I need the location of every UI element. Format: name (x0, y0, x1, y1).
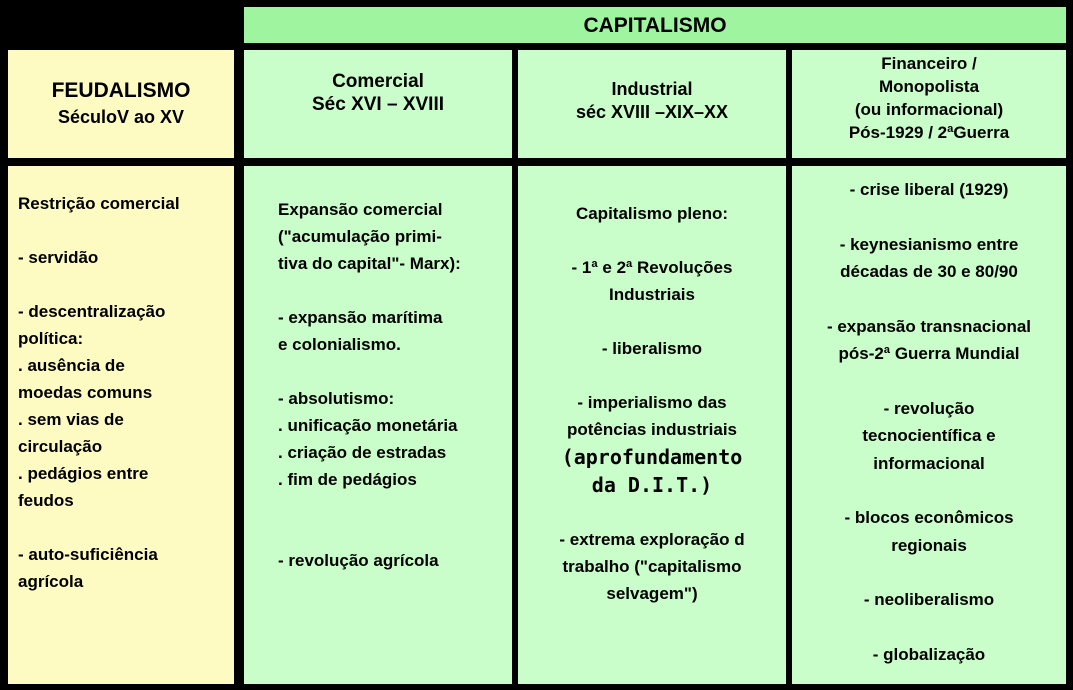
header-feudalismo-line: SéculoV ao XV (57, 107, 185, 127)
column-financeiro (792, 166, 1066, 684)
feudalismo-line: . pedágios entre (18, 464, 149, 483)
feudalismo-line: . ausência de (18, 356, 125, 375)
comercial-line: . unificação monetária (278, 416, 458, 435)
header-comercial-line: Comercial (332, 71, 424, 92)
comercial-line: Expansão comercial (278, 200, 443, 219)
financeiro-line: - globalização (872, 644, 986, 664)
financeiro-line: pós-2ª Guerra Mundial (838, 344, 1020, 363)
feudalismo-line: . sem vias de (18, 410, 124, 429)
header-feudalismo (8, 50, 234, 158)
industrial-line (518, 227, 786, 254)
corner-blank (0, 0, 238, 44)
financeiro-line: - crise liberal (1929) (849, 180, 1009, 199)
feudalismo-line: - servidão (18, 248, 99, 267)
comercial-line: . criação de estradas (278, 443, 447, 462)
comercial-line (278, 520, 512, 547)
header-financeiro-line: Pós-1929 / 2ªGuerra (848, 123, 1010, 142)
industrial-line: Industriais (609, 285, 695, 304)
feudalismo-line (18, 217, 234, 244)
industrial-line (518, 499, 786, 526)
comercial-line: - absolutismo: (278, 389, 395, 408)
feudalismo-line (18, 514, 234, 541)
comercial-line (278, 277, 512, 304)
financeiro-line: - expansão transnacional (826, 316, 1032, 336)
comercial-line: - revolução agrícola (278, 551, 439, 570)
header-industrial-line: Industrial (611, 79, 693, 99)
industrial-line: trabalho ("capitalismo (562, 557, 742, 576)
comercial-line (278, 358, 512, 385)
banner-title: CAPITALISMO (583, 14, 727, 37)
industrial-line: potências industriais (566, 420, 738, 439)
financeiro-line: regionais (891, 535, 967, 555)
industrial-line: - liberalismo (601, 339, 703, 358)
header-financeiro (792, 50, 1066, 158)
header-financeiro-line: Financeiro / (881, 54, 977, 73)
column-industrial (518, 166, 786, 684)
header-comercial (244, 50, 512, 158)
industrial-line: - 1ª e 2ª Revoluções (571, 258, 733, 277)
financeiro-line (792, 614, 1066, 641)
column-comercial (244, 166, 512, 684)
financeiro-line: - keynesianismo entre (839, 234, 1019, 254)
financeiro-line: décadas de 30 e 80/90 (840, 262, 1018, 281)
industrial-line (518, 308, 786, 335)
feudalismo-line (18, 271, 234, 298)
comercial-line: e colonialismo. (278, 335, 401, 354)
feudalismo-line: feudos (18, 491, 74, 510)
feudalismo-line: circulação (18, 437, 103, 456)
header-industrial-line: séc XVIII –XIX–XX (575, 102, 729, 122)
feudalismo-line: agrícola (18, 572, 84, 591)
feudalismo-line: moedas comuns (18, 383, 153, 402)
feudalismo-line: - auto-suficiência (18, 545, 158, 564)
financeiro-line (792, 477, 1066, 504)
industrial-line: - extrema exploração d (559, 530, 745, 549)
header-financeiro-line: (ou informacional) (854, 100, 1004, 119)
industrial-line (518, 362, 786, 389)
financeiro-line (792, 286, 1066, 313)
financeiro-line (792, 559, 1066, 586)
industrial-emphasis-line: (aprofundamento (561, 445, 743, 469)
feudalismo-line: - descentralização (18, 302, 166, 321)
financeiro-line (792, 368, 1066, 395)
industrial-line: Capitalismo pleno: (575, 204, 729, 223)
financeiro-line: - neoliberalismo (863, 590, 995, 609)
column-feudalismo (8, 166, 234, 684)
industrial-emphasis-line: da D.I.T.) (591, 473, 713, 497)
header-feudalismo-line: FEUDALISMO (51, 79, 191, 102)
comercial-line (278, 493, 512, 520)
industrial-line: selvagem") (606, 584, 698, 603)
header-comercial-line: Séc XVI – XVIII (311, 94, 445, 115)
comercial-line: - expansão marítima (278, 308, 443, 327)
comercial-line: tiva do capital"- Marx): (278, 254, 461, 273)
financeiro-line: - blocos econômicos (844, 508, 1014, 527)
comercial-line: . fim de pedágios (278, 470, 417, 489)
financeiro-line: informacional (873, 453, 985, 473)
feudalismo-line: política: (18, 329, 84, 348)
header-financeiro-line: Monopolista (878, 77, 980, 96)
header-industrial (518, 50, 786, 158)
financeiro-line: tecnocientífica e (862, 426, 996, 445)
comercial-line: ("acumulação primi- (278, 227, 442, 246)
financeiro-line (792, 204, 1066, 231)
industrial-line: - imperialismo das (577, 393, 727, 412)
feudalismo-line: Restrição comercial (18, 194, 180, 213)
financeiro-line: - revolução (883, 398, 975, 418)
capitalismo-banner (244, 7, 1066, 43)
